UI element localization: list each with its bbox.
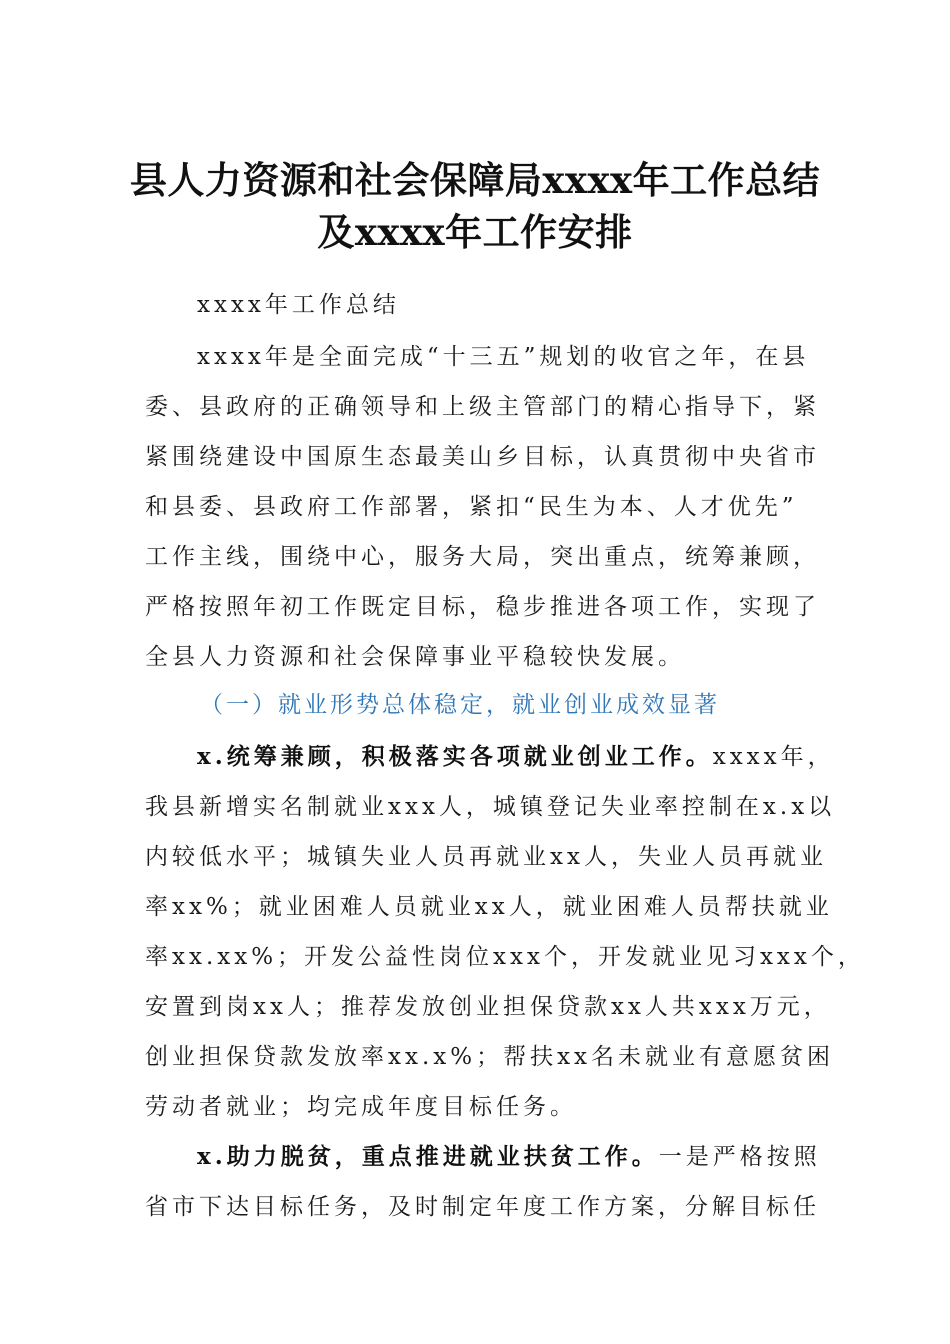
intro-line: 严格按照年初工作既定目标，稳步推进各项工作，实现了 bbox=[145, 594, 820, 620]
item-1-heading: x.统筹兼顾，积极落实各项就业创业工作。 bbox=[197, 743, 713, 770]
section-subheading: （一）就业形势总体稳定，就业创业成效显著 bbox=[200, 692, 720, 718]
item-1-first-line bbox=[197, 738, 835, 771]
item-2-heading: x.助力脱贫，重点推进就业扶贫工作。 bbox=[197, 1143, 659, 1170]
item-1-line: 创业担保贷款发放率xx.x%；帮扶xx名未就业有意愿贫困 bbox=[145, 1044, 835, 1070]
item-1-line: 率xx%；就业困难人员就业xx人，就业困难人员帮扶就业 bbox=[145, 894, 833, 920]
intro-line: 工作主线，围绕中心，服务大局，突出重点，统筹兼顾， bbox=[145, 544, 820, 570]
intro-line: 和县委、县政府工作部署，紧扣“民生为本、人才优先” bbox=[145, 494, 798, 520]
item-1-line: 劳动者就业；均完成年度目标任务。 bbox=[145, 1094, 577, 1120]
intro-line: xxxx年是全面完成“十三五”规划的收官之年，在县 bbox=[197, 344, 810, 370]
item-1-line: 内较低水平；城镇失业人员再就业xx人，失业人员再就业 bbox=[145, 844, 827, 870]
item-2-first-line bbox=[197, 1138, 821, 1171]
item-1-first-line-rest: xxxx年， bbox=[712, 744, 835, 770]
item-2-line: 省市下达目标任务，及时制定年度工作方案，分解目标任 bbox=[145, 1194, 820, 1220]
document-title-line-1: 县人力资源和社会保障局xxxx年工作总结 bbox=[129, 158, 821, 202]
intro-line: 委、县政府的正确领导和上级主管部门的精心指导下，紧 bbox=[145, 394, 820, 420]
intro-line: 紧围绕建设中国原生态最美山乡目标，认真贯彻中央省市 bbox=[145, 444, 820, 470]
intro-line: 全县人力资源和社会保障事业平稳较快发展。 bbox=[145, 644, 685, 670]
document-title-line-2: 及xxxx年工作安排 bbox=[317, 210, 633, 254]
item-1-line: 我县新增实名制就业xxx人，城镇登记失业率控制在x.x以 bbox=[145, 794, 836, 820]
item-1-line: 率xx.xx%；开发公益性岗位xxx个，开发就业见习xxx个， bbox=[145, 944, 865, 970]
section-label: xxxx年工作总结 bbox=[197, 292, 400, 318]
item-1-line: 安置到岗xx人；推荐发放创业担保贷款xx人共xxx万元， bbox=[145, 994, 831, 1020]
item-2-first-line-rest: 一是严格按照 bbox=[658, 1144, 821, 1170]
